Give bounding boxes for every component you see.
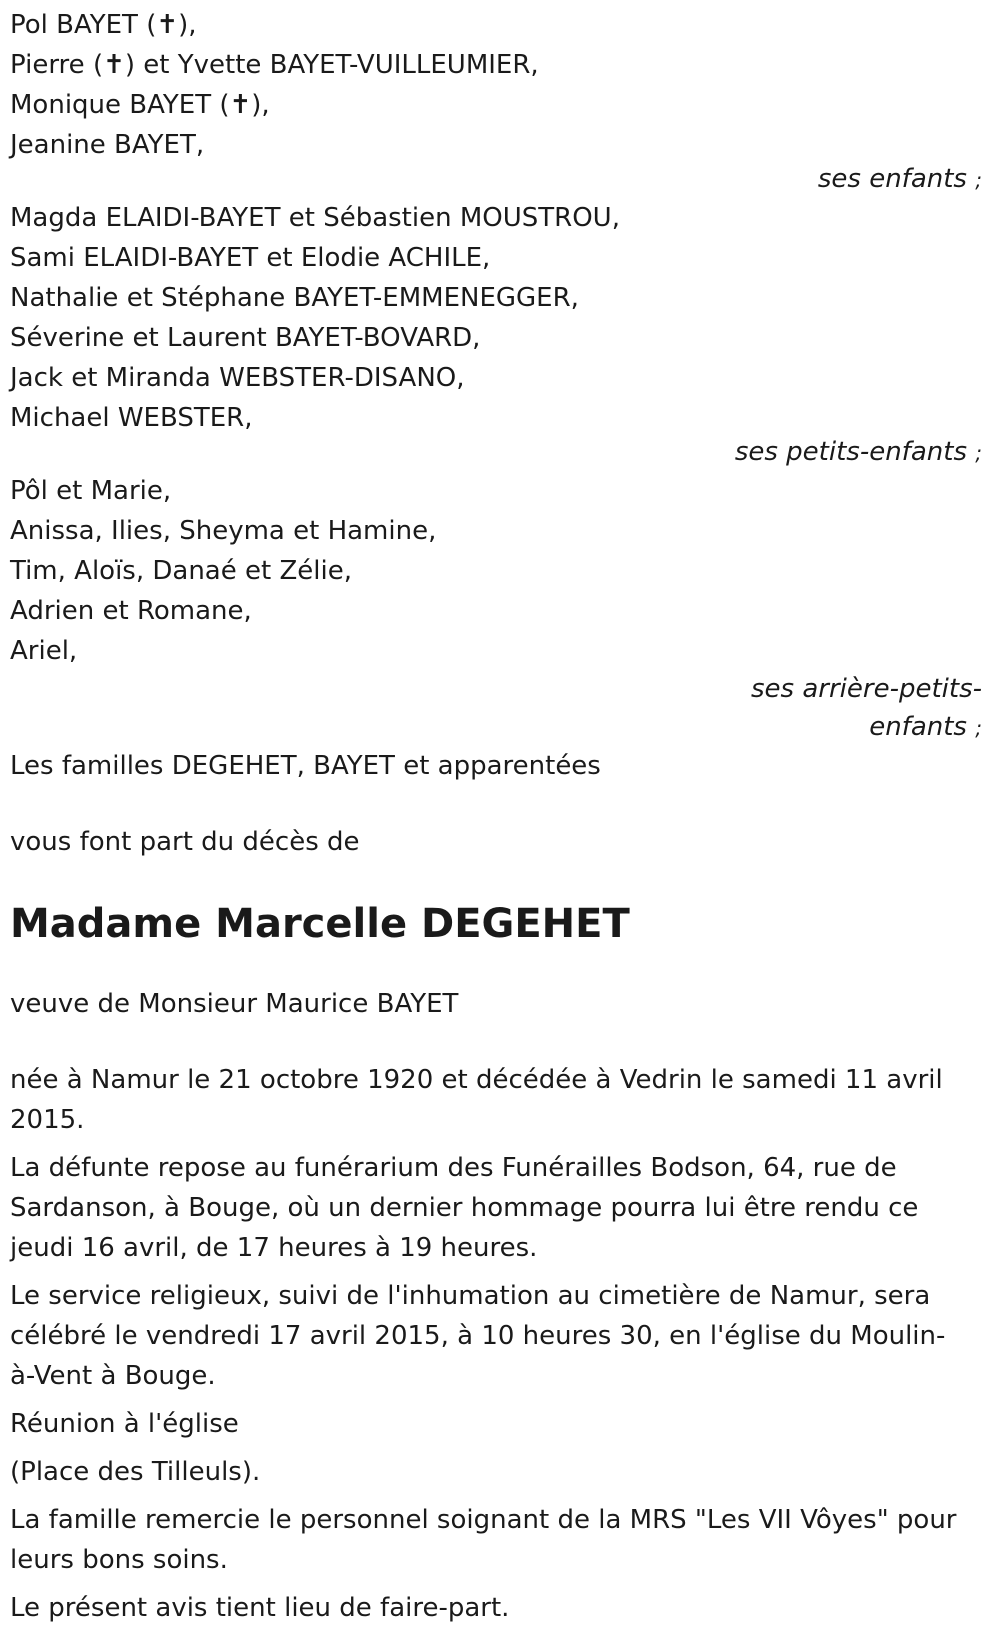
children-role-label: ses enfants xyxy=(817,164,967,194)
grandchild-name: Séverine et Laurent BAYET-BOVARD, xyxy=(10,323,481,353)
great-grandchildren-role-suffix: ; xyxy=(975,716,982,740)
grandchildren-group xyxy=(10,198,990,473)
paragraph-line: 2015. xyxy=(10,1105,85,1135)
paragraph-line: à-Vent à Bouge. xyxy=(10,1361,216,1391)
closing-line: Le présent avis tient lieu de faire-part. xyxy=(10,1593,510,1623)
paragraph-line: Le service religieux, suivi de l'inhumation au cimetière de Namur, sera xyxy=(10,1281,931,1311)
paragraph-line: née à Namur le 21 octobre 1920 et décédée à Vedrin le samedi 11 avril xyxy=(10,1065,943,1095)
children-group xyxy=(10,0,990,200)
paragraph-line: La défunte repose au funérarium des Funérailles Bodson, 64, rue de xyxy=(10,1153,897,1183)
great-grandchildren-role-line2: enfants xyxy=(869,712,967,742)
great-grandchildren-group xyxy=(10,471,990,748)
great-grandchildren-role xyxy=(10,669,990,709)
paragraph-line: jeudi 16 avril, de 17 heures à 19 heures. xyxy=(10,1233,538,1263)
great-grandchildren-role-2 xyxy=(10,707,990,748)
great-grandchild-name: Ariel, xyxy=(10,636,78,666)
children-role xyxy=(10,159,990,200)
paragraph-line: célébré le vendredi 17 avril 2015, à 10 heures 30, en l'église du Moulin- xyxy=(10,1321,946,1351)
children-role-suffix: ; xyxy=(975,168,982,192)
paragraph-line: leurs bons soins. xyxy=(10,1545,228,1575)
child-name: Monique BAYET (✝), xyxy=(10,90,270,120)
great-grandchild-name: Adrien et Romane, xyxy=(10,596,252,626)
paragraph-line: Sardanson, à Bouge, où un dernier hommage pourra lui être rendu ce xyxy=(10,1193,919,1223)
families-line: Les familles DEGEHET, BAYET et apparentées xyxy=(10,751,601,781)
rest-paragraph xyxy=(10,1148,990,1268)
thanks-paragraph xyxy=(10,1500,990,1580)
widow-of-line: veuve de Monsieur Maurice BAYET xyxy=(10,989,459,1019)
great-grandchild-name: Pôl et Marie, xyxy=(10,476,172,506)
meeting-line: Réunion à l'église xyxy=(10,1409,239,1439)
service-paragraph xyxy=(10,1276,990,1396)
grandchild-name: Jack et Miranda WEBSTER-DISANO, xyxy=(10,363,465,393)
birth-death-paragraph xyxy=(10,1060,990,1140)
great-grandchild-name: Anissa, Ilies, Sheyma et Hamine, xyxy=(10,516,437,546)
announcement-line: vous font part du décès de xyxy=(10,827,360,857)
grandchildren-role-suffix: ; xyxy=(975,441,982,465)
grandchild-name: Magda ELAIDI-BAYET et Sébastien MOUSTROU, xyxy=(10,203,620,233)
grandchildren-role-label: ses petits-enfants xyxy=(734,437,967,467)
grandchild-name: Michael WEBSTER, xyxy=(10,403,253,433)
grandchildren-role xyxy=(10,432,990,473)
great-grandchildren-role-line1: ses arrière-petits- xyxy=(751,674,982,704)
grandchild-name: Nathalie et Stéphane BAYET-EMMENEGGER, xyxy=(10,283,579,313)
child-name: Pierre (✝) et Yvette BAYET-VUILLEUMIER, xyxy=(10,50,539,80)
child-name: Jeanine BAYET, xyxy=(10,130,205,160)
child-name: Pol BAYET (✝), xyxy=(10,10,197,40)
paragraph-line: La famille remercie le personnel soignant de la MRS "Les VII Vôyes" pour xyxy=(10,1505,957,1535)
grandchild-name: Sami ELAIDI-BAYET et Elodie ACHILE, xyxy=(10,243,491,273)
place-line: (Place des Tilleuls). xyxy=(10,1457,261,1487)
great-grandchild-name: Tim, Aloïs, Danaé et Zélie, xyxy=(10,556,352,586)
deceased-name: Madame Marcelle DEGEHET xyxy=(10,901,630,947)
